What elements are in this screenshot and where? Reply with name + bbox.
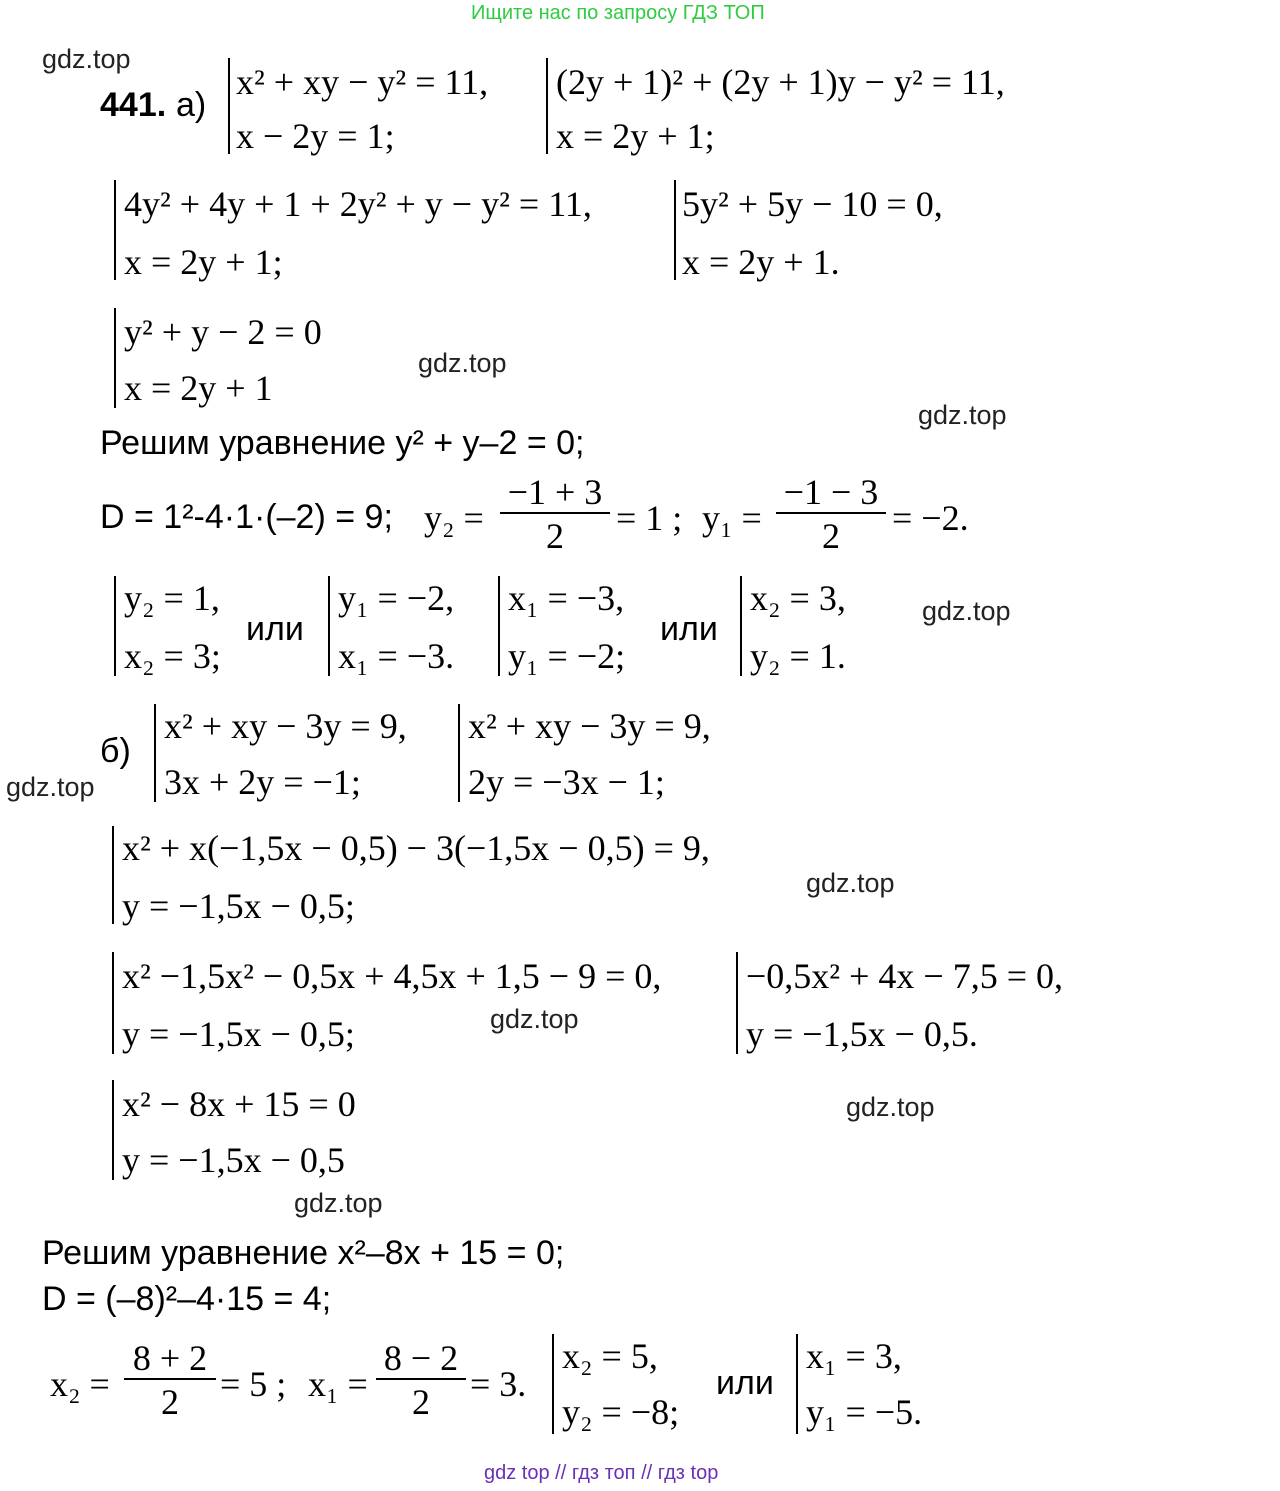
solve-text: Решим уравнение y² + y–2 = 0; — [100, 424, 585, 462]
footer-watermark: gdz top // гдз топ // гдз top — [484, 1462, 719, 1484]
numerator: 8 − 2 — [383, 1338, 459, 1378]
solve-text: Решим уравнение x²–8x + 15 = 0; — [42, 1234, 565, 1272]
discriminant: D = (–8)²–4·15 = 4; — [42, 1280, 332, 1318]
root-value: = 5 ; — [220, 1364, 287, 1404]
root-value: = −2. — [892, 498, 969, 538]
system-brace — [740, 576, 742, 676]
fraction-bar — [376, 1378, 466, 1380]
watermark: gdz.top — [418, 348, 507, 378]
numerator: 8 + 2 — [132, 1338, 208, 1378]
system-brace — [154, 704, 156, 802]
equation: x = 2y + 1; — [124, 242, 283, 282]
equation: y = −1,5x − 0,5 — [122, 1140, 345, 1180]
or-word: или — [716, 1364, 774, 1402]
equation: 3x + 2y = −1; — [164, 762, 361, 802]
numerator: −1 + 3 — [507, 472, 603, 512]
equation: x = 2y + 1 — [124, 368, 273, 408]
equation: x₁ = 3, — [806, 1336, 902, 1376]
fraction-bar — [124, 1378, 216, 1380]
system-brace — [228, 58, 230, 154]
equation: x² − 8x + 15 = 0 — [122, 1084, 356, 1124]
part-b-label: б) — [100, 732, 131, 770]
system-brace — [736, 952, 738, 1054]
equation: y₂ = 1. — [750, 636, 846, 676]
root-label: y₁ = — [702, 498, 762, 538]
equation: x² + x(−1,5x − 0,5) − 3(−1,5x − 0,5) = 9, — [122, 828, 710, 868]
system-brace — [328, 576, 330, 676]
equation: x₂ = 5, — [562, 1336, 658, 1376]
watermark: gdz.top — [918, 400, 1007, 430]
equation: x² −1,5x² − 0,5x + 4,5x + 1,5 − 9 = 0, — [122, 956, 662, 996]
system-brace — [114, 180, 116, 280]
equation: y = −1,5x − 0,5. — [746, 1014, 978, 1054]
fraction — [124, 1340, 216, 1420]
equation: x = 2y + 1. — [682, 242, 840, 282]
equation: 4y² + 4y + 1 + 2y² + y − y² = 11, — [124, 184, 592, 224]
system-brace — [114, 576, 116, 676]
watermark: gdz.top — [6, 772, 95, 802]
watermark: gdz.top — [42, 44, 131, 74]
denominator: 2 — [412, 1382, 430, 1422]
system-brace — [458, 704, 460, 802]
equation: 5y² + 5y − 10 = 0, — [682, 184, 943, 224]
fraction — [376, 1340, 466, 1420]
equation: (2y + 1)² + (2y + 1)y − y² = 11, — [556, 62, 1005, 102]
numerator: −1 − 3 — [783, 472, 879, 512]
equation: y₁ = −2; — [508, 636, 626, 676]
or-word: или — [246, 610, 304, 648]
system-brace — [674, 180, 676, 280]
discriminant: D = 1²-4·1·(–2) = 9; — [100, 498, 393, 536]
fraction-bar — [776, 512, 886, 514]
equation: x₁ = −3, — [508, 578, 625, 618]
denominator: 2 — [546, 516, 564, 556]
part-a-label: а) — [176, 86, 207, 124]
equation: x₁ = −3. — [338, 636, 455, 676]
fraction — [776, 474, 886, 554]
watermark: gdz.top — [846, 1092, 935, 1122]
watermark: gdz.top — [294, 1188, 383, 1218]
equation: x − 2y = 1; — [236, 116, 395, 156]
or-word: или — [660, 610, 718, 648]
system-brace — [552, 1334, 554, 1434]
equation: y₂ = 1, — [124, 578, 220, 618]
equation: x² + xy − 3y = 9, — [164, 706, 407, 746]
system-brace — [796, 1334, 798, 1434]
equation: y₂ = −8; — [562, 1392, 680, 1432]
system-brace — [114, 308, 116, 408]
equation: x² + xy − y² = 11, — [236, 62, 489, 102]
denominator: 2 — [822, 516, 840, 556]
fraction — [500, 474, 610, 554]
equation: y₁ = −2, — [338, 578, 455, 618]
equation: x₂ = 3; — [124, 636, 221, 676]
equation: x² + xy − 3y = 9, — [468, 706, 711, 746]
denominator: 2 — [161, 1382, 179, 1422]
root-label: y₂ = — [424, 498, 484, 538]
equation: y = −1,5x − 0,5; — [122, 1014, 355, 1054]
equation: x = 2y + 1; — [556, 116, 715, 156]
watermark: gdz.top — [922, 596, 1011, 626]
fraction-bar — [500, 512, 610, 514]
equation: −0,5x² + 4x − 7,5 = 0, — [746, 956, 1064, 996]
watermark: gdz.top — [490, 1004, 579, 1034]
search-banner: Ищите нас по запросу ГДЗ ТОП — [471, 2, 765, 24]
system-brace — [112, 1080, 114, 1180]
watermark: gdz.top — [806, 868, 895, 898]
equation: y² + y − 2 = 0 — [124, 312, 322, 352]
root-label: x₁ = — [308, 1364, 368, 1404]
equation: y = −1,5x − 0,5; — [122, 886, 355, 926]
system-brace — [112, 952, 114, 1054]
root-value: = 1 ; — [616, 498, 683, 538]
equation: y₁ = −5. — [806, 1392, 923, 1432]
system-brace — [546, 58, 548, 154]
equation: 2y = −3x − 1; — [468, 762, 665, 802]
root-value: = 3. — [470, 1364, 527, 1404]
system-brace — [112, 826, 114, 924]
system-brace — [498, 576, 500, 676]
root-label: x₂ = — [50, 1364, 110, 1404]
equation: x₂ = 3, — [750, 578, 846, 618]
problem-number: 441. — [100, 86, 167, 124]
